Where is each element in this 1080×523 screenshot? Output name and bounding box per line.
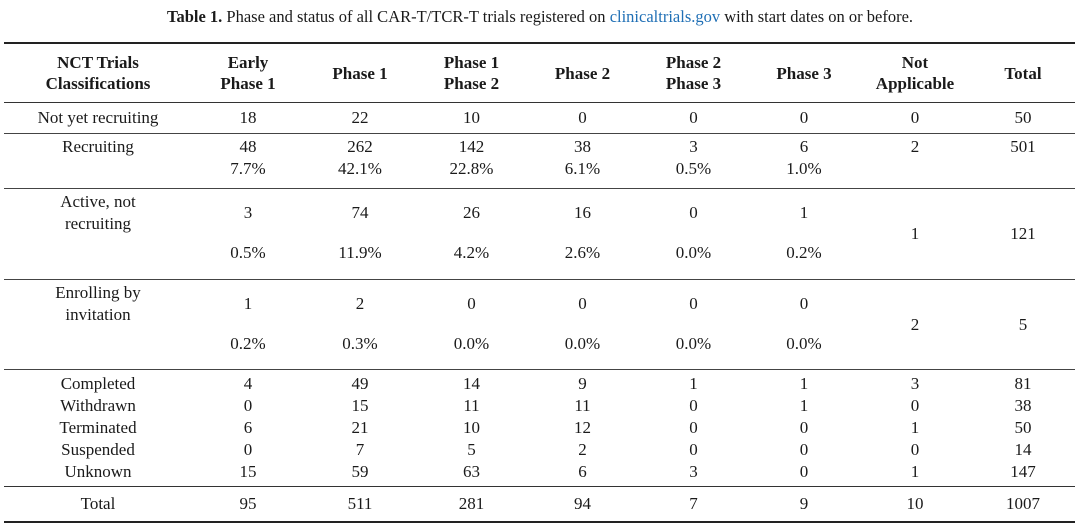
cell-count: 18 xyxy=(239,108,257,127)
count-value: 0 xyxy=(578,294,587,313)
count-value: 0 xyxy=(243,396,253,415)
percent-value: 0.2% xyxy=(786,243,822,262)
cell-count xyxy=(192,280,304,370)
column-header xyxy=(527,43,638,103)
percent-value: 0.5% xyxy=(675,159,712,178)
cell-total: 1007 xyxy=(971,487,1075,523)
row-label-line: Recruiting xyxy=(62,137,134,156)
count-value: 0 xyxy=(799,418,809,437)
count-value: 9 xyxy=(578,374,587,393)
count-value: 3 xyxy=(689,137,698,156)
header-line: Early xyxy=(227,53,269,72)
cell-total: 511 xyxy=(304,487,416,523)
cell-count xyxy=(527,134,638,189)
cell-count xyxy=(416,280,527,370)
count-value: 0 xyxy=(910,396,920,415)
cell-total: 10 xyxy=(859,487,971,523)
column-header xyxy=(416,43,527,103)
row-label xyxy=(4,103,192,134)
header-line: Phase 1 xyxy=(220,74,276,93)
header-line: Phase 3 xyxy=(665,74,722,93)
count-value: 147 xyxy=(1010,462,1036,481)
caption-text: Phase and status of all CAR-T/TCR-T trials registered on xyxy=(222,7,610,26)
cell-count xyxy=(416,189,527,280)
column-header xyxy=(859,43,971,103)
percent-value: 22.8% xyxy=(449,159,494,178)
percent-value: 6.1% xyxy=(564,159,601,178)
cell-count xyxy=(527,280,638,370)
percent-value: 2.6% xyxy=(564,243,601,262)
count-value: 0 xyxy=(910,440,920,459)
count-value: 38 xyxy=(574,137,591,156)
count-value: 1 xyxy=(799,396,809,415)
count-value: 262 xyxy=(347,137,373,156)
cell-count xyxy=(304,280,416,370)
percent-value: 0.0% xyxy=(675,334,712,353)
count-value: 0 xyxy=(799,462,809,481)
count-value: 0 xyxy=(689,396,698,415)
row-label-line: Completed xyxy=(60,374,136,393)
row-label xyxy=(4,189,192,280)
count-value: 11 xyxy=(574,396,591,415)
count-value: 5 xyxy=(467,440,476,459)
count-value: 15 xyxy=(351,396,369,415)
header-line: Phase 2 xyxy=(665,53,722,72)
table-row xyxy=(4,370,1075,487)
row-label-line: recruiting xyxy=(64,214,132,233)
cell-total: 95 xyxy=(192,487,304,523)
count-value: 14 xyxy=(1014,440,1032,459)
count-value: 3 xyxy=(910,374,920,393)
header-line: Phase 2 xyxy=(554,63,611,83)
count-value: 0 xyxy=(689,294,698,313)
cell-count-group xyxy=(192,370,304,487)
count-value: 63 xyxy=(463,462,480,481)
cell-count-group xyxy=(749,370,859,487)
count-value: 21 xyxy=(351,418,369,437)
percent-value: 42.1% xyxy=(338,159,382,178)
count-value: 81 xyxy=(1014,374,1032,393)
row-label-line: Unknown xyxy=(64,462,132,481)
cell-count xyxy=(304,189,416,280)
cell-count: 1 xyxy=(859,189,971,280)
count-value: 12 xyxy=(574,418,591,437)
row-label-line: Suspended xyxy=(61,440,135,459)
count-value: 1 xyxy=(910,418,920,437)
row-label-group xyxy=(4,370,192,487)
table-row-total xyxy=(4,487,1075,523)
cell-count xyxy=(638,189,749,280)
column-header xyxy=(971,43,1075,103)
count-value: 2 xyxy=(578,440,587,459)
row-label-line: Withdrawn xyxy=(60,396,136,415)
percent-value: 0.5% xyxy=(230,243,266,262)
count-value: 0 xyxy=(689,203,698,222)
count-value: 3 xyxy=(689,462,698,481)
count-value: 1 xyxy=(799,203,809,222)
cell-count xyxy=(749,189,859,280)
count-value: 0 xyxy=(243,440,253,459)
row-label-line: Enrolling by xyxy=(55,283,141,302)
header-line: Total xyxy=(1004,63,1042,83)
count-value: 16 xyxy=(574,203,591,222)
count-value: 0 xyxy=(799,440,809,459)
header-line: Phase 1 xyxy=(443,53,500,72)
cell-count-group xyxy=(971,370,1075,487)
cell-count xyxy=(638,280,749,370)
cell-total: 281 xyxy=(416,487,527,523)
table-row xyxy=(4,280,1075,370)
count-value: 15 xyxy=(239,462,257,481)
header-line: Applicable xyxy=(875,74,955,93)
header-line: Not xyxy=(901,53,929,72)
row-label-line: Terminated xyxy=(59,418,137,437)
percent-value: 11.9% xyxy=(338,243,382,262)
cell-count: 2 xyxy=(859,280,971,370)
header-line: NCT Trials xyxy=(57,53,139,72)
percent-value: 0.3% xyxy=(342,334,378,353)
count-value: 2 xyxy=(355,294,365,313)
count-value: 1 xyxy=(689,374,698,393)
header-row xyxy=(4,43,1075,103)
cell-count-group xyxy=(416,370,527,487)
row-label-line: Not yet recruiting xyxy=(37,108,159,127)
cell-count xyxy=(527,189,638,280)
cell-count: 0 xyxy=(689,108,698,127)
count-value: 6 xyxy=(799,137,809,156)
percent-value: 4.2% xyxy=(453,243,490,262)
cell-count: 121 xyxy=(971,189,1075,280)
header-line: Classifications xyxy=(45,74,151,93)
table-row xyxy=(4,134,1075,189)
column-header xyxy=(749,43,859,103)
count-value: 10 xyxy=(463,418,480,437)
percent-value: 0.0% xyxy=(786,334,822,353)
cell-count: 22 xyxy=(351,108,369,127)
header-line: Phase 3 xyxy=(776,63,832,83)
count-value: 11 xyxy=(463,396,480,415)
cell-count xyxy=(304,134,416,189)
cell-total: 94 xyxy=(527,487,638,523)
header-line: Phase 2 xyxy=(443,74,500,93)
count-value: 7 xyxy=(355,440,365,459)
cell-count: 50 xyxy=(1014,108,1032,127)
count-value: 0 xyxy=(799,294,809,313)
count-value: 6 xyxy=(578,462,587,481)
count-value: 1 xyxy=(243,294,253,313)
count-value: 49 xyxy=(351,374,369,393)
percent-value: 1.0% xyxy=(786,159,822,178)
column-header xyxy=(304,43,416,103)
table-row xyxy=(4,103,1075,134)
trials-table xyxy=(4,42,1075,523)
count-value: 142 xyxy=(458,137,485,156)
cell-count xyxy=(749,280,859,370)
count-value: 0 xyxy=(467,294,476,313)
percent-value: 0.0% xyxy=(564,334,601,353)
cell-count: 501 xyxy=(971,134,1075,189)
cell-total: 9 xyxy=(749,487,859,523)
percent-value: 7.7% xyxy=(230,159,266,178)
percent-value: 0.0% xyxy=(675,243,712,262)
caption-text-end: with start dates on or before. xyxy=(720,7,914,26)
cell-count-group xyxy=(638,370,749,487)
cell-count: 10 xyxy=(463,108,480,127)
table-caption xyxy=(0,6,1080,28)
count-value: 3 xyxy=(243,203,253,222)
count-value: 14 xyxy=(463,374,480,393)
cell-count: 2 xyxy=(859,134,971,189)
count-value: 59 xyxy=(351,462,369,481)
row-label-line: Active, not xyxy=(60,192,136,211)
header-line: Phase 1 xyxy=(332,63,388,83)
count-value: 0 xyxy=(689,440,698,459)
cell-count: 0 xyxy=(910,108,920,127)
column-header xyxy=(638,43,749,103)
count-value: 6 xyxy=(243,418,253,437)
cell-count: 0 xyxy=(799,108,809,127)
cell-count: 5 xyxy=(971,280,1075,370)
cell-count xyxy=(192,134,304,189)
cell-count xyxy=(416,134,527,189)
cell-total: 7 xyxy=(638,487,749,523)
cell-count-group xyxy=(304,370,416,487)
cell-count-group xyxy=(859,370,971,487)
percent-value: 0.0% xyxy=(453,334,490,353)
cell-count-group xyxy=(527,370,638,487)
cell-count xyxy=(192,189,304,280)
count-value: 26 xyxy=(463,203,480,222)
count-value: 1 xyxy=(799,374,809,393)
cell-count xyxy=(749,134,859,189)
column-header xyxy=(192,43,304,103)
row-label-line: invitation xyxy=(65,305,131,324)
cell-count xyxy=(638,134,749,189)
row-label: Total xyxy=(4,487,192,523)
count-value: 48 xyxy=(239,137,257,156)
clinicaltrials-link[interactable]: clinicaltrials.gov xyxy=(609,7,721,26)
row-label xyxy=(4,134,192,189)
percent-value: 0.2% xyxy=(230,334,266,353)
count-value: 50 xyxy=(1014,418,1032,437)
caption-label: Table 1. xyxy=(166,7,223,26)
table-row xyxy=(4,189,1075,280)
count-value: 38 xyxy=(1014,396,1032,415)
column-header xyxy=(4,43,192,103)
count-value: 1 xyxy=(910,462,920,481)
cell-count: 0 xyxy=(578,108,587,127)
row-label xyxy=(4,280,192,370)
count-value: 4 xyxy=(243,374,253,393)
count-value: 0 xyxy=(689,418,698,437)
count-value: 74 xyxy=(351,203,369,222)
